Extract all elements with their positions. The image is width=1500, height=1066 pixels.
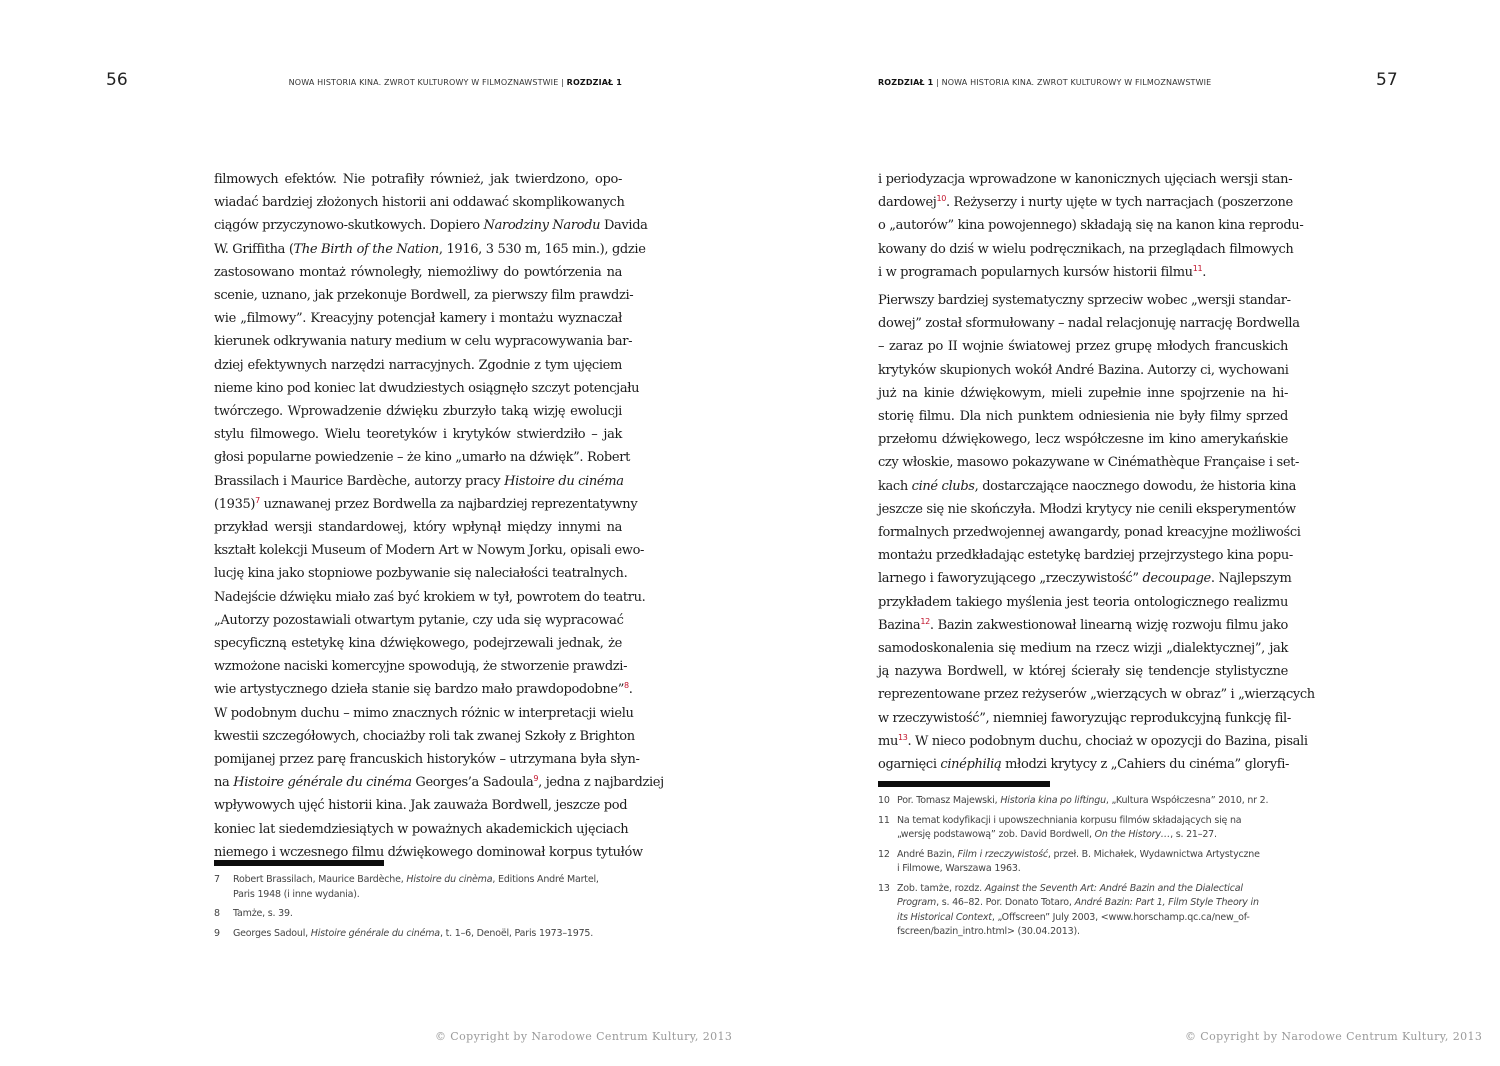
footnote-number: 10 (878, 795, 890, 806)
footnote-number: 11 (878, 814, 890, 826)
body-line: „Autorzy pozostawiali otwartym pytanie, czy uda się wypracować (214, 612, 624, 628)
footnote-rule (878, 781, 1050, 787)
body-line: na Histoire générale du cinéma Georges’a Sadoula$^9$, jedna z najbardziej (214, 774, 664, 791)
body-line: krytyków skupionych wokół André Bazina. Autorzy ci, wychowani (878, 362, 1289, 378)
footnote (214, 927, 624, 942)
footnote-line: „wersję podstawową” zob. David Bordwell, On the History…, s. 21–27. (897, 829, 1217, 840)
copyright-notice: © Copyright by Narodowe Centrum Kultury, 2013 (1185, 1030, 1483, 1043)
body-line: przełomu dźwiękowego, lecz współczesne im kino amerykańskie (878, 432, 1288, 448)
footnote-line: Program, s. 46–82. Por. Donato Totaro, André Bazin: Part 1, Film Style Theory in (897, 897, 1259, 908)
body-line: twórczego. Wprowadzenie dźwięku zburzyło taką wizję ewolucji (214, 404, 622, 420)
body-line: larnego i faworyzującego „rzeczywistość” decoupage. Najlepszym (878, 571, 1292, 587)
body-line: reprezentowane przez reżyserów „wierzących w obraz” i „wierzących (878, 687, 1315, 703)
running-head (289, 78, 622, 87)
footnote-line: i Filmowe, Warszawa 1963. (897, 863, 1021, 874)
body-line: samodoskonalenia się medium na rzecz wizji „dialektycznej”, jak (878, 641, 1288, 657)
body-line: W podobnym duchu – mimo znacznych różnic w interpretacji wielu (214, 705, 634, 721)
body-line: kształt kolekcji Museum of Modern Art w Nowym Jorku, opisali ewo- (214, 543, 645, 559)
body-line: o „autorów” kina powojennego) składają się na kanon kina reprodu- (878, 218, 1304, 234)
body-line: czy włoskie, masowo pokazywane w Cinémathèque Française i set- (878, 455, 1300, 471)
body-line: dowej” został sformułowany – nadal relacjonuję narrację Bordwella (878, 316, 1300, 332)
footnote-number: 7 (214, 874, 220, 885)
running-head-title: NOWA HISTORIA KINA. ZWROT KULTUROWY W FILMOZNAWSTWIE | (288, 78, 567, 87)
running-head-title: | NOWA HISTORIA KINA. ZWROT KULTUROWY W FILMOZNAWSTWIE (933, 78, 1212, 87)
body-line: kierunek odkrywania natury medium w celu wypracowywania bar- (214, 334, 633, 350)
footnote-line: Georges Sadoul, Histoire générale du cinéma, t. 1–6, Denoël, Paris 1973–1975. (233, 927, 594, 939)
page-number: 56 (106, 70, 128, 90)
running-head-chapter: ROZDZIAŁ 1 (566, 78, 622, 87)
body-line: zastosowano montaż równoległy, niemożliwy do powtórzenia na (214, 264, 622, 280)
footnote-rule (214, 860, 384, 866)
body-line: wie „filmowy”. Kreacyjny potencjał kamery i montażu wyznaczał (214, 311, 622, 327)
body-line: mu$^{13}$. W nieco podobnym duchu, chociaż w opozycji do Bazina, pisali (878, 732, 1308, 749)
footnote-line: André Bazin, Film i rzeczywistość, przeł. B. Michałek, Wydawnictwa Artystyczne (897, 848, 1260, 860)
footnote-number: 9 (214, 927, 220, 939)
body-line: storię filmu. Dla nich punktem odniesienia nie były filmy sprzed (878, 409, 1288, 425)
body-line: dardowej$^{10}$. Reżyserzy i nurty ujęte w tych narracjach (poszerzone (878, 194, 1293, 211)
footnote-line: Zob. tamże, rozdz. Against the Seventh Art: André Bazin and the Dialectical (897, 882, 1243, 894)
running-head-chapter: ROZDZIAŁ 1 (878, 78, 934, 87)
body-line: filmowych efektów. Nie potrafiły również, jak twierdzono, opo- (214, 172, 622, 187)
body-line: stylu filmowego. Wielu teoretyków i krytyków stwierdziło – jak (214, 427, 622, 443)
body-line: pomijanej przez parę francuskich historyków – utrzymana była słyn- (214, 752, 640, 768)
footnote-line: Paris 1948 (i inne wydania). (233, 888, 360, 900)
body-line: Bazina$^{12}$. Bazin zakwestionował linearną wizję rozwoju filmu jako (878, 616, 1288, 633)
body-line: dziej efektywnych narzędzi narracyjnych. Zgodnie z tym ujęciem (214, 357, 622, 373)
body-line: kach ciné clubs, dostarczające naocznego dowodu, że historia kina (878, 478, 1296, 494)
copyright-notice: © Copyright by Narodowe Centrum Kultury, 2013 (435, 1030, 733, 1043)
body-line: jeszcze się nie skończyła. Młodzi krytycy nie cenili eksperymentów (878, 501, 1296, 517)
footnote-number: 13 (878, 882, 890, 894)
body-line: Pierwszy bardziej systematyczny sprzeciw wobec „wersji standar- (878, 293, 1291, 309)
body-line: przykład wersji standardowej, który wpłynął między innymi na (214, 520, 622, 536)
body-line: (1935)$^7$ uznawanej przez Bordwella za najbardziej reprezentatywny (214, 495, 638, 512)
right-page (750, 0, 1500, 1066)
body-line: ogarnięci cinéphilią młodzi krytycy z „Cahiers du cinéma” gloryfi- (878, 757, 1290, 773)
body-line: Brassilach i Maurice Bardèche, autorzy pracy Histoire du cinéma (214, 473, 624, 489)
body-line: głosi popularne powiedzenie – że kino „umarło na dźwięk”. Robert (214, 450, 630, 466)
footnote (214, 873, 624, 902)
body-line: W. Griffitha (The Birth of the Nation, 1916, 3 530 m, 165 min.), gdzie (214, 241, 646, 257)
footnote-line: Na temat kodyfikacji i upowszechniania korpusu filmów składających się na (897, 814, 1242, 826)
footnote-line: Tamże, s. 39. (233, 908, 293, 919)
body-line: scenie, uznano, jak przekonuje Bordwell, za pierwszy film prawdzi- (214, 288, 634, 304)
footnote-number: 8 (214, 908, 220, 919)
footnote (878, 794, 1288, 809)
body-line: nieme kino pod koniec lat dwudziestych osiągnęło szczyt potencjału (214, 380, 640, 396)
body-line: wie artystycznego dzieła stanie się bardzo mało prawdopodobne”$^8$. (214, 681, 633, 698)
body-line: i w programach popularnych kursów historii filmu$^{11}$. (878, 263, 1206, 280)
body-line: kwestii szczegółowych, chociażby roli tak zwanej Szkoły z Brighton (214, 728, 635, 744)
footnote (878, 882, 1288, 940)
body-text (878, 168, 1315, 776)
footnotes (878, 794, 1288, 945)
footnote-line: Por. Tomasz Majewski, Historia kina po liftingu, „Kultura Współczesna” 2010, nr 2. (897, 795, 1269, 806)
body-line: przykładem takiego myślenia jest teoria ontologicznego realizmu (878, 594, 1288, 610)
body-line: ją nazywa Bordwell, w której ścierały się tendencje stylistyczne (878, 664, 1288, 680)
footnotes (214, 873, 624, 946)
footnote-line: its Historical Context, „Offscreen” July 2003, <www.horschamp.qc.ca/new_of- (897, 911, 1250, 923)
running-head (878, 78, 1211, 87)
body-line: kowany do dziś w wielu podręcznikach, na przeglądach filmowych (878, 241, 1294, 257)
body-line: montażu przedkładając estetykę bardziej przejrzystego kina popu- (878, 548, 1293, 564)
footnote-line: fscreen/bazin_intro.html> (30.04.2013). (897, 926, 1080, 937)
footnote-line: Robert Brassilach, Maurice Bardèche, Histoire du cinèma, Editions André Martel, (233, 874, 599, 885)
body-line: – zaraz po II wojnie światowej przez grupę młodych francuskich (878, 339, 1288, 355)
body-line: wzmożone naciski komercyjne spowodują, że stworzenie prawdzi- (214, 659, 628, 675)
body-line: wpływowych ujęć historii kina. Jak zauważa Bordwell, jeszcze pod (214, 798, 628, 814)
body-text (214, 168, 664, 864)
body-line: już na kinie dźwiękowym, mieli zupełnie inne spojrzenie na hi- (878, 385, 1288, 401)
body-line: Nadejście dźwięku miało zaś być krokiem w tył, powrotem do teatru. (214, 589, 646, 605)
footnote (878, 814, 1288, 843)
body-line: specyficzną estetykę kina dźwiękowego, podejrzewali jednak, że (214, 636, 622, 652)
body-line: i periodyzacja wprowadzone w kanonicznych ujęciach wersji stan- (878, 172, 1293, 187)
body-line: formalnych przedwojennej awangardy, ponad kreacyjne możliwości (878, 525, 1301, 541)
body-line: niemego i wczesnego filmu dźwiękowego dominował korpus tytułów (214, 844, 643, 860)
body-line: lucję kina jako stopniowe pozbywanie się naleciałości teatralnych. (214, 566, 628, 582)
footnote (878, 848, 1288, 877)
body-line: wiadać bardziej złożonych historii ani oddawać skomplikowanych (214, 195, 625, 211)
footnote-number: 12 (878, 848, 890, 860)
body-line: ciągów przyczynowo-skutkowych. Dopiero Narodziny Narodu Davida (214, 218, 648, 234)
footnote (214, 907, 624, 922)
body-line: koniec lat siedemdziesiątych w poważnych akademickich ujęciach (214, 821, 629, 837)
body-line: w rzeczywistość”, niemniej faworyzując reprodukcyjną funkcję fil- (878, 710, 1291, 726)
page-number: 57 (1376, 70, 1398, 90)
